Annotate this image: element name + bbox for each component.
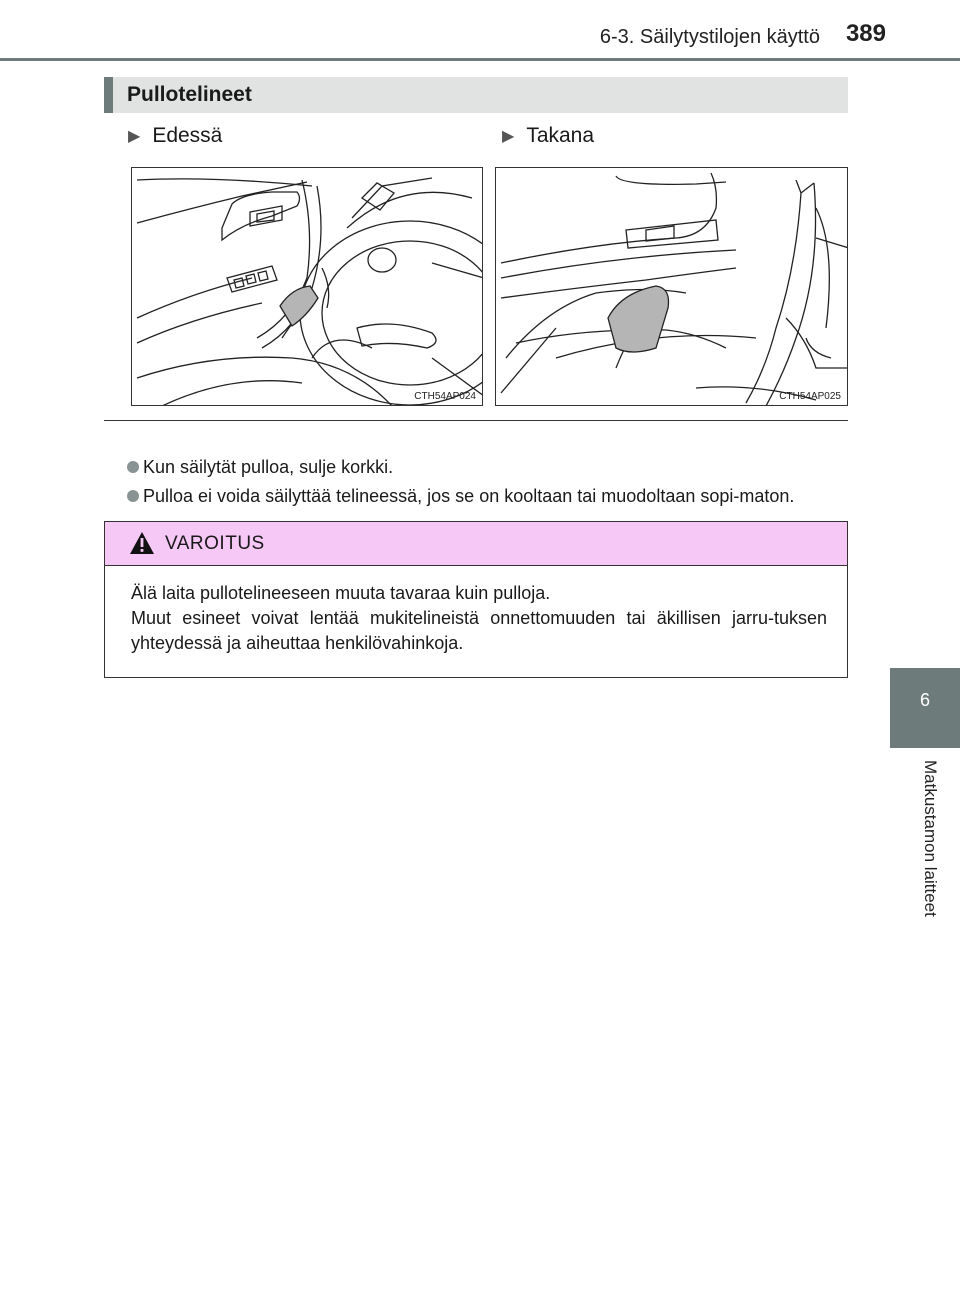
chapter-number: 6: [919, 690, 930, 710]
section-heading: Pullotelineet: [127, 83, 252, 106]
warning-header: [105, 522, 847, 566]
triangle-right-icon: ▶: [128, 128, 141, 145]
chapter-label: Matkustamon laitteet: [921, 760, 940, 917]
page-number: 389: [845, 20, 886, 47]
warning-box: [104, 521, 848, 678]
front-caption: [128, 124, 222, 148]
rear-caption-text: Takana: [526, 124, 595, 147]
triangle-right-icon: ▶: [502, 128, 515, 145]
front-interior-drawing: [132, 168, 483, 406]
warning-line: Muut esineet voivat lentää mukitelineistä onnettomuuden tai äkillisen jarru-tuksen yhteydessä ja aiheuttaa henkilövahinkoja.: [131, 608, 827, 653]
section-heading-bar: [104, 77, 848, 113]
front-bottle-holder-illustration: [131, 167, 483, 406]
warning-title: VAROITUS: [165, 533, 265, 554]
warning-line: Älä laita pullotelineeseen muuta tavaraa kuin pulloja.: [131, 583, 551, 603]
warning-body: [131, 581, 827, 656]
header-rule: [0, 58, 960, 61]
bullet-text: Kun säilytät pulloa, sulje korkki.: [143, 457, 394, 477]
chapter-tab: [890, 668, 960, 748]
front-caption-text: Edessä: [152, 124, 223, 147]
bullet-text: Pulloa ei voida säilyttää telineessä, jos se on kooltaan tai muodoltaan sopi-maton.: [143, 486, 795, 506]
rear-bottle-holder: [608, 286, 669, 352]
bullet-item: [127, 484, 847, 509]
bullet-dot-icon: [127, 461, 139, 473]
front-bottle-holder: [280, 286, 318, 326]
rear-bottle-holder-illustration: [495, 167, 848, 406]
bullet-item: [127, 455, 847, 480]
rear-figure-code: CTH54AP025: [779, 391, 841, 402]
running-header-title: 6-3. Säilytystilojen käyttö: [599, 26, 820, 48]
warning-triangle-icon: [129, 531, 155, 555]
front-figure-code: CTH54AP024: [414, 391, 476, 402]
rear-caption: [502, 124, 594, 148]
rear-interior-drawing: [496, 168, 848, 406]
bullet-dot-icon: [127, 490, 139, 502]
figure-divider: [104, 420, 848, 421]
